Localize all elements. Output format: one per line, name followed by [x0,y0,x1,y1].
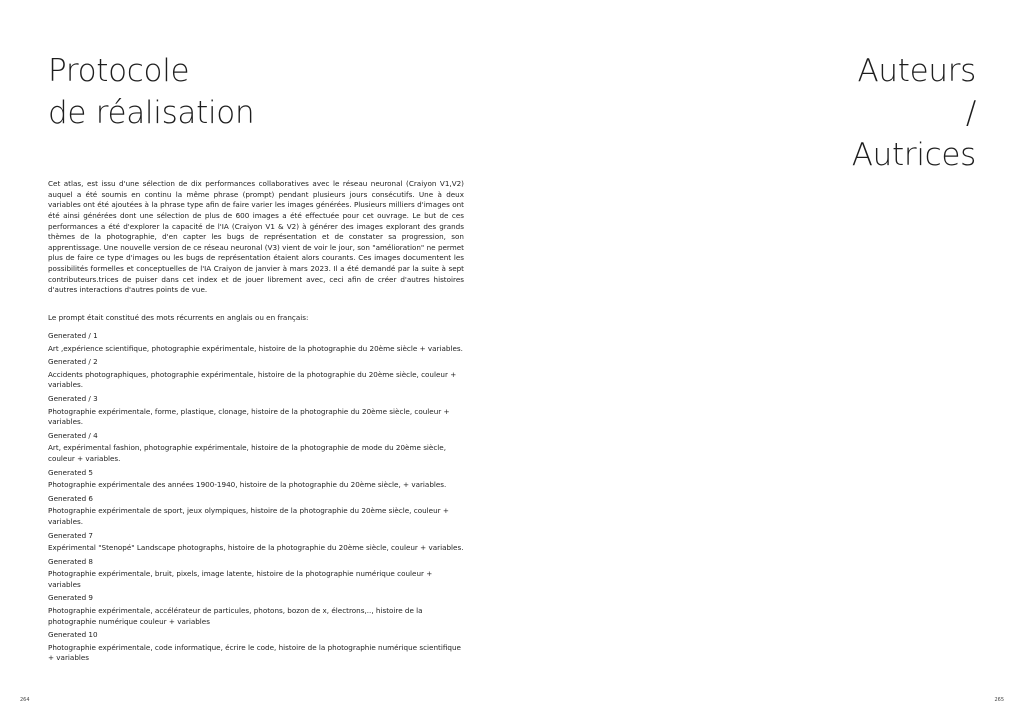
list-item [48,431,464,465]
list-item [48,331,464,354]
list-item [48,394,464,428]
entry-text: Photographie expérimentale, forme, plastique, clonage, histoire de la photographie du 20ème siècle, couleur + variables. [48,406,450,427]
title-line: de réalisation [48,95,255,131]
entry-text: Art, expérimental fashion, photographie expérimentale, histoire de la photographie de mode du 20ème siècle, couleur + variables. [48,443,447,463]
page-title-protocole [48,50,254,134]
entry-text: Photographie expérimentale de sport, jeux olympiques, histoire de la photographie du 20ème siècle, couleur + variables. [48,506,449,526]
title-line: / [965,95,976,131]
title-line: Autrices [851,137,976,173]
entry-text: Photographie expérimentale, accélérateur de particules, photons, bozon de x, électrons,.., histoire de la photographie numérique couleur + variables [48,606,423,626]
page-number-left: 264 [20,697,30,703]
page-number-right: 265 [994,697,1004,703]
page-title-auteurs [852,50,976,176]
entry-label: Generated 10 [48,630,98,640]
entry-text: Accidents photographiques, photographie expérimentale, histoire de la photographie du 20ème siècle, couleur + variables. [48,369,457,390]
entry-text: Art ,expérience scientifique, photographie expérimentale, histoire de la photographie du 20ème siècle + variables. [48,343,463,353]
prompt-list [48,331,464,667]
entry-label: Generated 7 [48,530,93,540]
entry-text: Photographie expérimentale des années 1900-1940, histoire de la photographie du 20ème siècle, + variables. [48,480,447,490]
entry-label: Generated 5 [48,467,93,477]
list-item [48,557,464,591]
list-item [48,593,464,627]
list-item [48,531,464,554]
intro-paragraph: Cet atlas, est issu d'une sélection de dix performances collaboratives avec le réseau neuronal (Craiyon V1,V2) auquel a été soumis en continu la même phrase (prompt) pendant plusieurs jours consécutifs. Une à deux variables ont été ajoutées à la phrase type afin de faire varier les images générées. Plusieurs milliers d'images ont été ainsi générées dont une sélection de plus de 600 images a été effectuée pour cet ouvrage. Le but de ces performances a été d'explorer la capacité de l'IA (Craiyon V1 & V2) à générer des images explorant des grands thèmes de la photographie, d'en capter les bugs de représentation et de constater sa progression, son apprentissage. Une nouvelle version de ce réseau neuronal (V3) vient de voir le jour, son "amélioration" ne permet plus de faire ce type d'images ou les bugs de représentation étaient alors courants. Ces images documentent les possibilités formelles et conceptuelles de l'IA Craiyon de janvier à mars 2023. Il a été demandé par la suite à sept contributeurs.trices de puiser dans cet index et de jouer librement avec, ceci afin de créer d'autres histoires d'autres interactions d'autres points de vue. [48,179,464,295]
title-line: Auteurs [857,53,976,89]
entry-text: Photographie expérimentale, bruit, pixels, image latente, histoire de la photographie numérique couleur + variables [48,569,433,589]
list-item [48,494,464,528]
list-item [48,357,464,391]
entry-label: Generated 8 [48,556,93,566]
list-item [48,468,464,491]
entry-label: Generated / 4 [48,430,98,440]
entry-label: Generated / 2 [48,357,98,367]
right-page [512,0,1024,724]
entry-label: Generated / 1 [48,331,98,340]
entry-label: Generated / 3 [48,393,98,403]
title-line: Protocole [48,53,190,89]
entry-label: Generated 9 [48,593,93,603]
list-item [48,630,464,664]
prompt-intro: Le prompt était constitué des mots récurrents en anglais ou en français: [48,313,309,323]
entry-label: Generated 6 [48,493,93,503]
entry-text: Expérimental "Stenopé" Landscape photographs, histoire de la photographie du 20ème siècle, couleur + variables. [48,543,464,553]
entry-text: Photographie expérimentale, code informatique, écrire le code, histoire de la photographie numérique scientifique + variables [48,642,461,663]
